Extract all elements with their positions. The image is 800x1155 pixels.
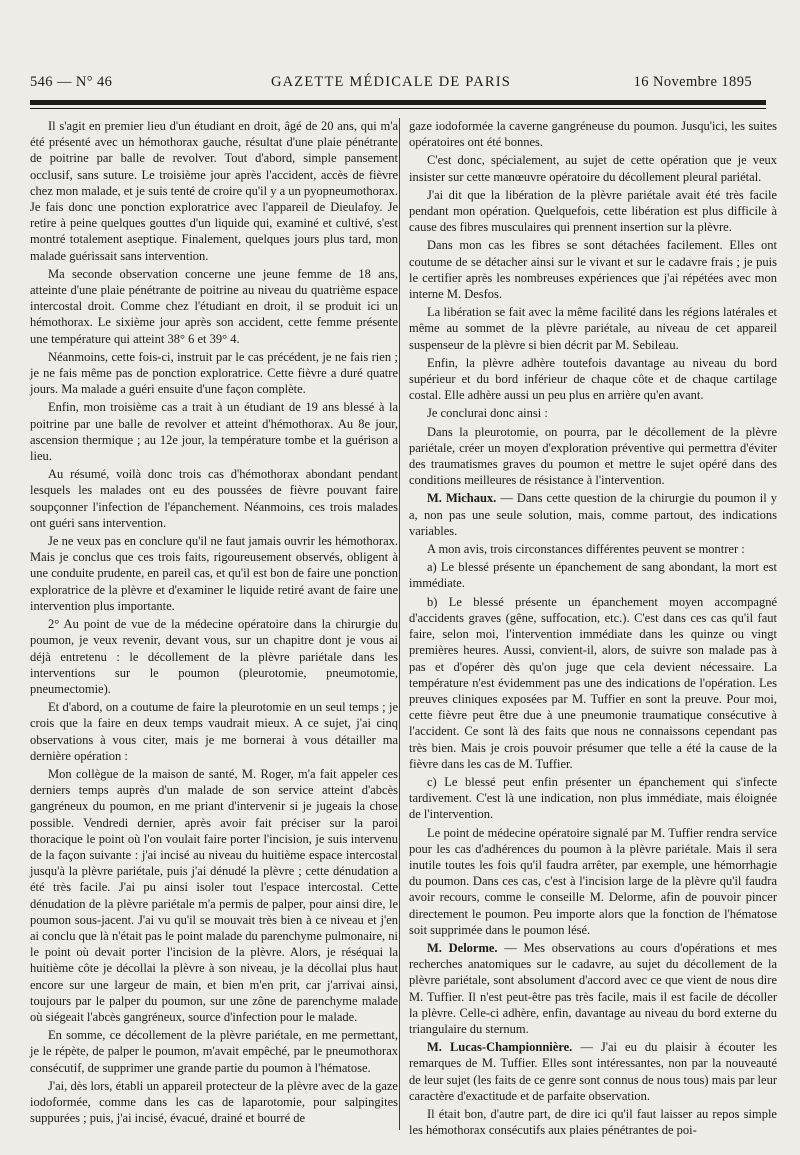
journal-title: GAZETTE MÉDICALE DE PARIS bbox=[270, 74, 512, 90]
paragraph bbox=[409, 237, 777, 302]
paragraph-text: Ma seconde observation concerne une jeune femme de 18 ans, atteinte d'une plaie pénétrante de poitrine au niveau du quatrième espace intercostal droit. Comme chez l'étudiant en droit, il se produit ici un hémothorax. Le sixième jour après son accident, cette femme présente une température qui atteint 38° 6 et 39° 4. bbox=[30, 266, 398, 346]
header-rule-thick bbox=[30, 100, 766, 105]
speaker-name: M. Lucas-Championnière. bbox=[427, 1040, 573, 1055]
paragraph-text: Dans la pleurotomie, on pourra, par le décollement de la plèvre pariétale, créer un moyen d'exploration préventive qui permettra d'éviter des traumatismes graves du poumon et mettre le sujet opéré dans des conditions meilleures de résistance à l'intervention. bbox=[409, 424, 777, 488]
paragraph-text: Au résumé, voilà donc trois cas d'hémothorax abondant pendant lesquels les malades ont eu des poussées de fièvre pouvant faire soupçonner l'infection de l'épanchement. Néanmoins, ces trois malades ont guéri sans intervention. bbox=[30, 467, 398, 530]
paragraph-text: Je conclurai donc ainsi : bbox=[427, 406, 548, 421]
paragraph bbox=[409, 152, 777, 184]
paragraph bbox=[409, 187, 777, 236]
paragraph-text: Enfin, la plèvre adhère toutefois davantage au niveau du bord supérieur et du bord inférieur de chaque côte et de chaque cartilage costal. Elle adhère aussi un peu plus en arrière qu'en avant. bbox=[409, 355, 777, 403]
paragraph bbox=[409, 355, 777, 404]
paragraph-text: — Dans cette question de la chirurgie du poumon il y a, non pas une seule solution, mais, comme partout, des indications variables. bbox=[409, 491, 777, 538]
paragraph-text: — J'ai eu du plaisir à écouter les remarques de M. Tuffier. Elles sont intéressantes, non par la nouveauté de leur sujet (les faits de ce genre sont connus de nous tous) mais par leur caractère d'exactitude et de parfaite observation. bbox=[409, 1040, 777, 1103]
paragraph bbox=[30, 266, 398, 347]
paragraph-text: — Mes observations au cours d'opérations et mes recherches anatomiques sur le cadavre, au sujet du décollement de la plèvre pariétale, sont absolument d'accord avec ce que vient de nous dire M. Tuffier. Il n'est peut-être pas très facile, mais il est facile de décoller la plèvre. Celle-ci adhère, enfin, davantage au niveau du bord externe du triangulaire du sternum. bbox=[409, 940, 777, 1036]
paragraph-text: Dans mon cas les fibres se sont détachées facilement. Elles ont coutume de se détacher ainsi sur le vivant et sur le cadavre frais ; je puis le certifier après les nombreuses expériences que j'ai répétées avec mon interne M. Desfos. bbox=[409, 238, 777, 302]
paragraph-text: Enfin, mon troisième cas a trait à un étudiant de 19 ans blessé à la poitrine par une balle de revolver et atteint d'hémothorax. Au 8e jour, ascension thermique ; au 12e jour, la température tombe et la guérison a lieu. bbox=[30, 400, 398, 464]
paragraph-text: gaze iodoformée la caverne gangréneuse du poumon. Jusqu'ici, les suites opératoires ont été bonnes. bbox=[409, 119, 777, 150]
paragraph bbox=[409, 118, 777, 150]
paragraph-text: a) Le blessé présente un épanchement de sang abondant, la mort est immédiate. bbox=[409, 560, 777, 591]
paragraph bbox=[30, 533, 398, 614]
page-header bbox=[30, 74, 752, 96]
paragraph bbox=[409, 940, 777, 1037]
left-column bbox=[30, 118, 398, 1128]
paragraph bbox=[409, 1106, 777, 1138]
paragraph bbox=[409, 405, 777, 421]
paragraph-text: Le point de médecine opératoire signalé par M. Tuffier rendra service pour les cas d'adhérences du poumon à la plèvre pariétale. Mais il sera inutile toutes les fois qu'il faudra arrêter, par exemple, une hémorrhagie du poumon. Dans ces cas, c'est à l'incision large de la plèvre qu'il faudra avoir recours, comme le conseille M. Delorme, afin de pouvoir pincer directement le poumon. Peu importe alors que la fonction de l'hématose soit supprimée dans le poumon lésé. bbox=[409, 825, 777, 937]
paragraph-text: Je ne veux pas en conclure qu'il ne faut jamais ouvrir les hémothorax. Mais je conclus que ces trois faits, rigoureusement observés, obligent à une conduite prudente, en pareil cas, et qu'il est bon de faire une ponction exploratrice de la plèvre et d'examiner le liquide retiré avant de faire une intervention plus importante. bbox=[30, 534, 398, 613]
page-number: 546 — N° 46 bbox=[30, 74, 113, 90]
paragraph bbox=[30, 399, 398, 464]
speaker-name: M. Michaux. bbox=[427, 491, 497, 506]
paragraph-text: c) Le blessé peut enfin présenter un épanchement qui s'infecte tardivement. C'est là une indication, non plus immédiate, mais éloignée de l'intervention. bbox=[409, 774, 777, 822]
paragraph-text: En somme, ce décollement de la plèvre pariétale, en me permettant, je le répète, de palper le poumon, m'avait empêché, par le pneumothorax consécutif, de supprimer une grande partie du poumon à l'hématose. bbox=[30, 1028, 398, 1075]
paragraph bbox=[409, 490, 777, 539]
paragraph-text: C'est donc, spécialement, au sujet de cette opération que je veux insister sur cette manœuvre opératoire du décollement pleural pariétal. bbox=[409, 153, 777, 184]
paragraph bbox=[30, 466, 398, 531]
paragraph-text: A mon avis, trois circonstances différentes peuvent se montrer : bbox=[427, 542, 745, 557]
paragraph-text: Mon collègue de la maison de santé, M. Roger, m'a fait appeler ces derniers temps auprès d'un malade de son service atteint d'abcès gangréneux du poumon, en me priant d'intervenir si je jugeais la chose possible. Vendredi dernier, après avoir fait préciser sur la paroi thoracique le point où l'on voulait faire porter l'incision, je suis intervenu de la façon suivante : j'ai incisé au niveau du huitième espace intercostal jusqu'à la plèvre pariétale, puis j'ai dénudé la plèvre ; cette dénudation a été très facile. J'ai pu ainsi isoler tout l'espace intercostal. Cette dénudation de la plèvre pariétale m'a permis de palper, pour ainsi dire, le poumon sous-jacent. J'ai vu qu'il se mouvait très bien à ce niveau et j'en ai conclu que là n'était pas le point malade du parenchyme pulmonaire, ni le point où devait porter l'incision de la plèvre. Alors, je réséquai la huitième côte je décollai la plèvre à son niveau, je la décollai plus haut encore sur une largeur de main, et bien m'en prit, car j'arrivai ainsi, toujours par le palper du poumon, sur une zône de parenchyme malade où siégeait l'abcès gangréneux, source d'infection pour le malade. bbox=[30, 766, 398, 1024]
paragraph-text: Il s'agit en premier lieu d'un étudiant en droit, âgé de 20 ans, qui m'a été présenté avec un hémothorax gauche, résultat d'une plaie pénétrante de poitrine par balle de revolver. Tout d'abord, simple pansement occlusif, sans suture. Le troisième jour après l'accident, accès de fièvre chez mon malade, et je suis tenté de croire qu'il y a un pyopneumothorax. Je fais donc une ponction exploratrice avec l'appareil de Dieulafoy. Je retire à peine quelques gouttes d'un liquide qui, examiné et cultivé, s'est montré totalement aseptique. Finalement, quelques jours plus tard, mon malade guérissait sans intervention. bbox=[30, 119, 398, 263]
paragraph bbox=[30, 118, 398, 264]
paragraph-text: La libération se fait avec la même facilité dans les régions latérales et même au sommet de la plèvre pariétale, au niveau de cet appareil suspenseur de la plèvre si bien décrit par M. Sebileau. bbox=[409, 305, 777, 352]
paragraph bbox=[30, 699, 398, 764]
paragraph bbox=[409, 541, 777, 557]
paragraph bbox=[409, 1039, 777, 1104]
paragraph-text: Et d'abord, on a coutume de faire la pleurotomie en un seul temps ; je crois que la faire en deux temps vaudrait mieux. A ce sujet, j'ai cinq observations à vous citer, mais je me bornerai à vous détailler ma dernière opération : bbox=[30, 700, 398, 763]
paragraph-text: Il était bon, d'autre part, de dire ici qu'il faut laisser au repos simple les hémothorax consécutifs aux plaies pénétrantes de poi- bbox=[409, 1106, 777, 1138]
paragraph bbox=[30, 616, 398, 697]
column-divider bbox=[399, 118, 400, 1130]
header-rule-thin bbox=[30, 108, 766, 109]
paragraph-text: 2° Au point de vue de la médecine opératoire dans la chirurgie du poumon, je veux revenir, devant vous, sur un chapitre dont je vous ai déjà entretenu : le décollement de la plèvre pariétale dans les interventions sur le poumon (pleurotomie, pneumotomie, pneumectomie). bbox=[30, 617, 398, 696]
paragraph-text: Néanmoins, cette fois-ci, instruit par le cas précédent, je ne fais rien ; je ne fais même pas de ponction exploratrice. Cette fièvre a duré quatre jours. Ma malade a guéri ensuite d'une façon complète. bbox=[30, 349, 398, 397]
paragraph bbox=[30, 766, 398, 1025]
paragraph bbox=[409, 559, 777, 591]
right-column bbox=[409, 118, 777, 1140]
paragraph bbox=[30, 349, 398, 398]
paragraph-text: b) Le blessé présente un épanchement moyen accompagné d'accidents graves (gêne, suffocation, etc.). C'est dans ces cas qu'il faut faire, selon moi, l'intervention immédiate dans les quinze ou vingt premières heures. Aussi, convient-il, alors, de suivre son malade pas à pas et d'opérer dès qu'on juge que cela devient nécessaire. La température n'est évidemment pas une des indications de l'opération. Les preuves cliniques exposées par M. Tuffier en sont la preuve. Pour moi, cette fièvre peut être due à une pneumonie traumatique consécutive à l'accident. Ce sont là des faits que nous ne connaissons cependant pas très bien. Mais je crois pouvoir présumer que telle a été la cause de la fièvre dans les cas de M. Tuffier. bbox=[409, 594, 777, 771]
paragraph-text: J'ai dit que la libération de la plèvre pariétale avait été très facile pendant mon opération. Quelquefois, cette libération est plus difficile à cause des fibres musculaires qui prennent insertion sur la plèvre. bbox=[409, 187, 777, 235]
paragraph bbox=[30, 1078, 398, 1127]
speaker-name: M. Delorme. bbox=[427, 940, 498, 955]
paragraph bbox=[409, 424, 777, 489]
issue-date: 16 Novembre 1895 bbox=[633, 74, 752, 90]
paragraph bbox=[30, 1027, 398, 1076]
paragraph bbox=[409, 825, 777, 938]
paragraph-text: J'ai, dès lors, établi un appareil protecteur de la plèvre avec de la gaze iodoformée, comme dans les cas de laparotomie, pour salpingites suppurées ; puis, j'ai incisé, évacué, drainé et bourré de bbox=[30, 1078, 398, 1126]
paragraph bbox=[409, 594, 777, 772]
paragraph bbox=[409, 774, 777, 823]
paragraph bbox=[409, 304, 777, 353]
